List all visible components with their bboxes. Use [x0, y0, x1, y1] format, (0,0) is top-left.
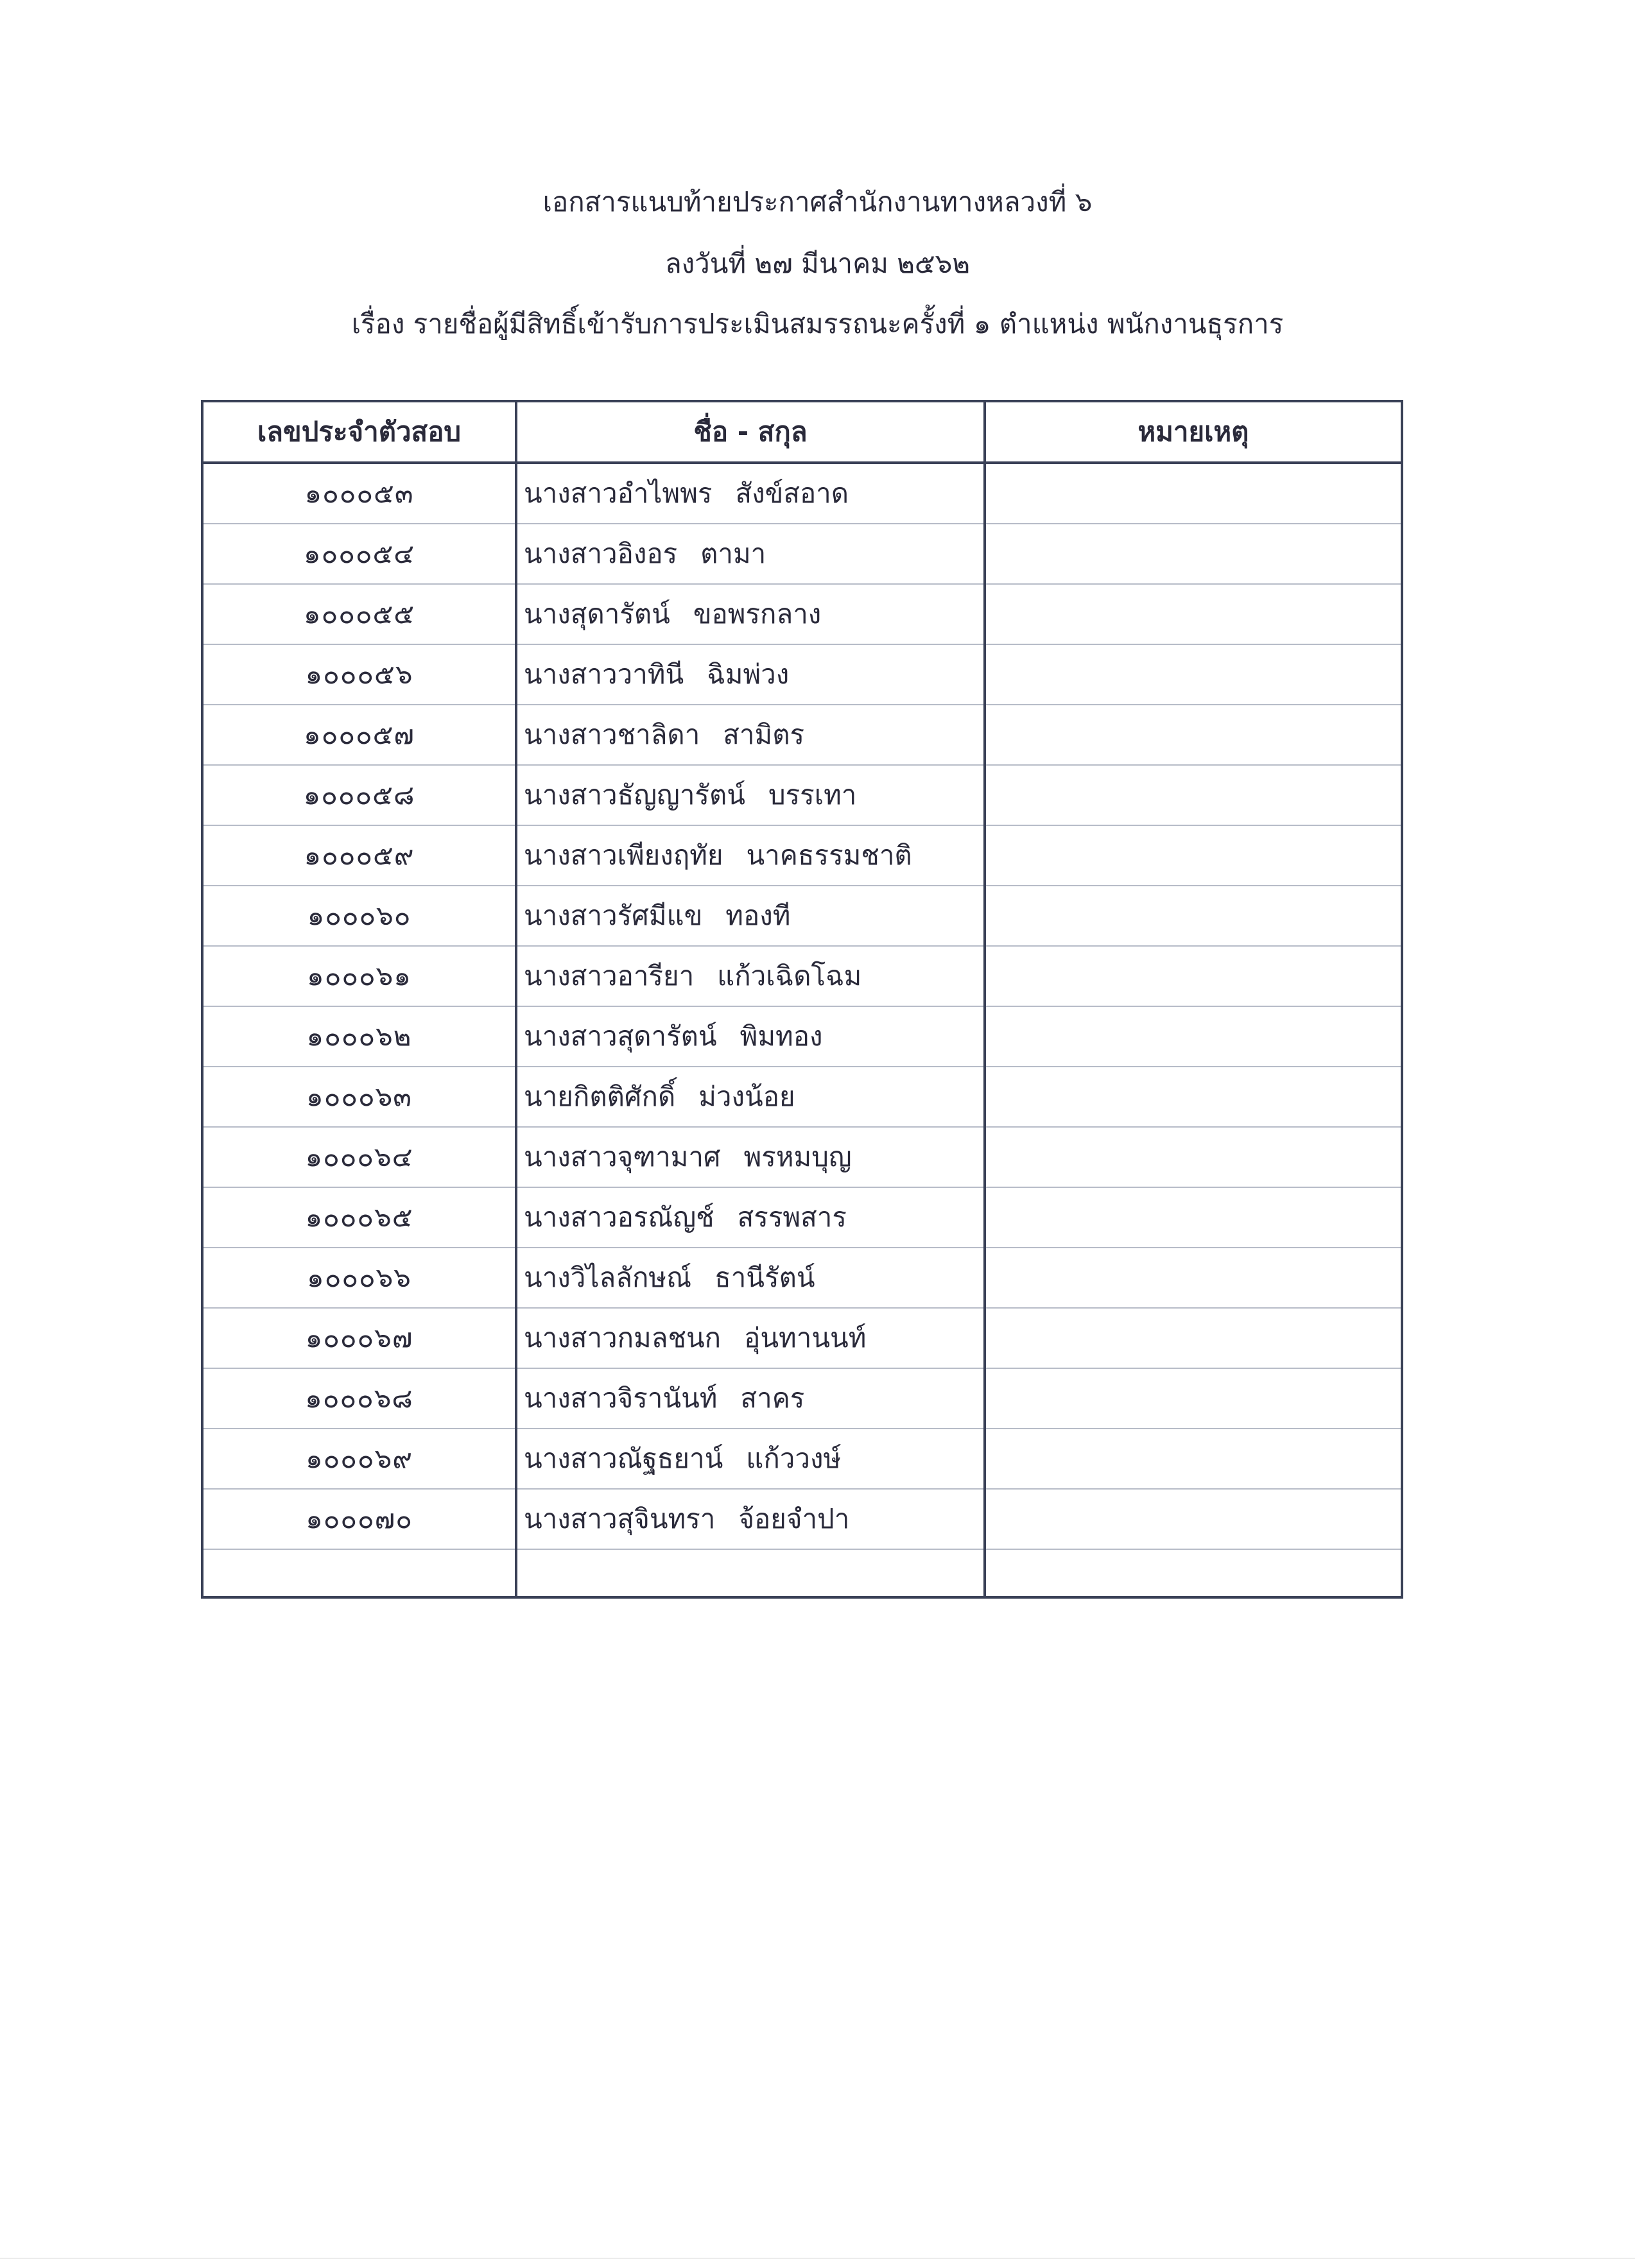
full-name-cell [516, 1308, 985, 1368]
exam-id-cell: ๑๐๐๐๖๕ [202, 1187, 516, 1248]
table-row [202, 705, 1402, 765]
remark-cell [985, 1187, 1402, 1248]
first-name: นางสาวธัญญารัตน์ [524, 779, 745, 811]
full-name-cell [516, 1067, 985, 1127]
full-name-cell [516, 584, 985, 644]
first-name: นางสาวชาลิดา [524, 719, 700, 750]
full-name-cell [516, 1429, 985, 1489]
full-name-cell [516, 1006, 985, 1067]
blank-cell [985, 1549, 1402, 1597]
exam-id-cell: ๑๐๐๐๖๔ [202, 1127, 516, 1187]
announcement-subject: เรื่อง รายชื่อผู้มีสิทธิ์เข้ารับการประเมินสมรรถนะครั้งที่ ๑ ตำแหน่ง พนักงานธุรการ [351, 308, 1284, 339]
remark-cell [985, 1368, 1402, 1429]
first-name: นางสาวสุจินทรา [524, 1503, 716, 1534]
blank-cell [516, 1549, 985, 1597]
column-header-exam-id: เลขประจำตัวสอบ [202, 401, 516, 463]
candidate-table [201, 400, 1403, 1599]
exam-id-cell: ๑๐๐๐๖๐ [202, 886, 516, 946]
exam-id-cell: ๑๐๐๐๕๖ [202, 644, 516, 705]
table-header-row [202, 401, 1402, 463]
announcement-date: ลงวันที่ ๒๗ มีนาคม ๒๕๖๒ [664, 248, 971, 279]
last-name: บรรเทา [768, 779, 857, 811]
last-name: พิมทอง [740, 1020, 823, 1052]
scan-edge-line [0, 2258, 1635, 2259]
first-name: นางสาวอารียา [524, 960, 695, 992]
last-name: อุ่นทานนท์ [744, 1322, 867, 1353]
table-row [202, 1006, 1402, 1067]
full-name-cell [516, 1368, 985, 1429]
full-name-cell [516, 886, 985, 946]
last-name: สังข์สอาด [735, 477, 849, 509]
column-header-name: ชื่อ - สกุล [516, 401, 985, 463]
table-row [202, 1127, 1402, 1187]
first-name: นายกิตติศักดิ์ [524, 1081, 676, 1112]
exam-id-cell: ๑๐๐๐๕๘ [202, 765, 516, 825]
exam-id-cell: ๑๐๐๐๖๖ [202, 1248, 516, 1308]
table-row [202, 825, 1402, 886]
last-name: แก้ววงษ์ [746, 1443, 842, 1474]
full-name-cell [516, 1127, 985, 1187]
remark-cell [985, 1067, 1402, 1127]
exam-id-cell: ๑๐๐๐๕๓ [202, 463, 516, 524]
first-name: นางสาววาทินี [524, 658, 684, 690]
table-row [202, 1308, 1402, 1368]
exam-id-cell: ๑๐๐๐๖๒ [202, 1006, 516, 1067]
table-row [202, 463, 1402, 524]
exam-id-cell: ๑๐๐๐๖๓ [202, 1067, 516, 1127]
first-name: นางสุดารัตน์ [524, 598, 670, 630]
last-name: ฉิมพ่วง [707, 658, 790, 690]
last-name: แก้วเฉิดโฉม [717, 960, 862, 992]
exam-id-cell: ๑๐๐๐๕๔ [202, 524, 516, 584]
table-row [202, 946, 1402, 1006]
remark-cell [985, 1308, 1402, 1368]
first-name: นางสาวอิงอร [524, 538, 678, 569]
remark-cell [985, 463, 1402, 524]
remark-cell [985, 946, 1402, 1006]
last-name: ตามา [700, 538, 766, 569]
exam-id-cell: ๑๐๐๐๗๐ [202, 1489, 516, 1549]
full-name-cell [516, 1248, 985, 1308]
last-name: ม่วงน้อย [698, 1081, 795, 1112]
remark-cell [985, 1489, 1402, 1549]
full-name-cell [516, 765, 985, 825]
table-row [202, 886, 1402, 946]
table-row [202, 1187, 1402, 1248]
table-row [202, 1067, 1402, 1127]
exam-id-cell: ๑๐๐๐๖๘ [202, 1368, 516, 1429]
exam-id-cell: ๑๐๐๐๕๙ [202, 825, 516, 886]
full-name-cell [516, 946, 985, 1006]
full-name-cell [516, 1489, 985, 1549]
remark-cell [985, 825, 1402, 886]
first-name: นางสาวสุดารัตน์ [524, 1020, 717, 1052]
first-name: นางสาวเพียงฤทัย [524, 839, 723, 871]
announcement-title: เอกสารแนบท้ายประกาศสำนักงานทางหลวงที่ ๖ [542, 186, 1093, 218]
last-name: สาคร [740, 1382, 805, 1414]
remark-cell [985, 644, 1402, 705]
table-row [202, 1489, 1402, 1549]
remark-cell [985, 886, 1402, 946]
exam-id-cell: ๑๐๐๐๕๕ [202, 584, 516, 644]
full-name-cell [516, 1187, 985, 1248]
remark-cell [985, 765, 1402, 825]
exam-id-cell: ๑๐๐๐๖๙ [202, 1429, 516, 1489]
last-name: พรหมบุญ [743, 1141, 852, 1173]
table-row [202, 1368, 1402, 1429]
table-row [202, 1429, 1402, 1489]
table-row [202, 584, 1402, 644]
first-name: นางสาวรัศมีแข [524, 900, 703, 931]
full-name-cell [516, 524, 985, 584]
last-name: ทองที [725, 900, 791, 931]
full-name-cell [516, 825, 985, 886]
remark-cell [985, 705, 1402, 765]
column-header-remark: หมายเหตุ [985, 401, 1402, 463]
table-row [202, 1248, 1402, 1308]
remark-cell [985, 1127, 1402, 1187]
last-name: ธานีรัตน์ [714, 1262, 815, 1293]
first-name: นางสาวณัฐธยาน์ [524, 1443, 723, 1474]
blank-cell [202, 1549, 516, 1597]
first-name: นางสาวจุฑามาศ [524, 1141, 721, 1173]
table-row [202, 644, 1402, 705]
table-row-blank [202, 1549, 1402, 1597]
full-name-cell [516, 463, 985, 524]
remark-cell [985, 1248, 1402, 1308]
last-name: นาคธรรมชาติ [746, 839, 912, 871]
exam-id-cell: ๑๐๐๐๖๑ [202, 946, 516, 1006]
first-name: นางสาวจิรานันท์ [524, 1382, 718, 1414]
full-name-cell [516, 644, 985, 705]
exam-id-cell: ๑๐๐๐๖๗ [202, 1308, 516, 1368]
remark-cell [985, 1006, 1402, 1067]
first-name: นางสาวอรณัญช์ [524, 1201, 714, 1233]
last-name: ขอพรกลาง [693, 598, 822, 630]
table-row [202, 765, 1402, 825]
first-name: นางสาวอำไพพร [524, 477, 713, 509]
remark-cell [985, 524, 1402, 584]
last-name: สามิตร [723, 719, 805, 750]
first-name: นางวิไลลักษณ์ [524, 1262, 692, 1293]
table-row [202, 524, 1402, 584]
remark-cell [985, 584, 1402, 644]
full-name-cell [516, 705, 985, 765]
last-name: สรรพสาร [737, 1201, 847, 1233]
first-name: นางสาวกมลชนก [524, 1322, 722, 1353]
remark-cell [985, 1429, 1402, 1489]
last-name: จ้อยจำปา [738, 1503, 850, 1534]
exam-id-cell: ๑๐๐๐๕๗ [202, 705, 516, 765]
